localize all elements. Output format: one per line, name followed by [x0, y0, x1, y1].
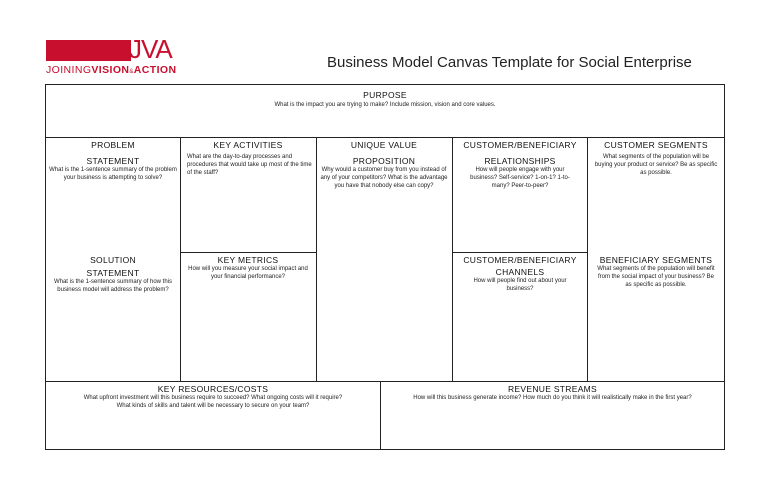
problem-heading: PROBLEM	[91, 140, 135, 150]
grid-line	[316, 137, 317, 382]
problem-question: What is the 1-sentence summary of the problem your business is attempting to solve?	[49, 167, 177, 181]
channels-question: How will people find out about your business?	[473, 278, 567, 292]
logo-brand: JVA	[129, 34, 172, 64]
key-metrics-heading: KEY METRICS	[217, 255, 279, 265]
customer-segments-question: What segments of the population will be buying your product or service? Be as specific as possible.	[594, 154, 718, 176]
beneficiary-segments-section[interactable]	[590, 255, 722, 375]
grid-line	[587, 137, 588, 382]
tagline-action: ACTION	[133, 64, 177, 76]
jva-logo	[46, 34, 181, 82]
channels-section[interactable]	[455, 255, 585, 375]
channels-heading: CUSTOMER/BENEFICIARY	[463, 255, 577, 265]
grid-line	[180, 137, 181, 382]
relationships-section[interactable]	[455, 140, 585, 248]
logo-red-bar	[46, 40, 131, 61]
logo-tagline	[46, 64, 176, 78]
tagline-joining: JOINING	[46, 64, 92, 76]
channels-heading-2: CHANNELS	[495, 267, 545, 277]
solution-statement-section[interactable]	[48, 255, 178, 375]
customer-segments-section[interactable]	[590, 140, 722, 248]
uvp-heading: UNIQUE VALUE	[350, 140, 418, 150]
revenue-streams-box[interactable]	[380, 381, 725, 450]
beneficiary-segments-heading: BENEFICIARY SEGMENTS	[599, 255, 713, 265]
purpose-heading: PURPOSE	[363, 90, 407, 100]
grid-line	[180, 252, 317, 253]
purpose-question: What is the impact you are trying to make? Include mission, vision and core values.	[274, 102, 496, 108]
customer-segments-heading: CUSTOMER SEGMENTS	[604, 140, 708, 150]
problem-statement-section[interactable]	[48, 140, 178, 248]
problem-heading-2: STATEMENT	[86, 156, 140, 166]
key-resources-question-1: What upfront investment will this business require to succeed? What ongoing costs will it require?	[83, 395, 343, 401]
solution-question: What is the 1-sentence summary of how this business model will address the problem?	[53, 279, 173, 293]
relationships-heading-2: RELATIONSHIPS	[484, 156, 556, 166]
key-resources-heading: KEY RESOURCES/COSTS	[157, 384, 269, 394]
beneficiary-segments-question: What segments of the population will benefit from the social impact of your business? Be as specific as possible.	[597, 266, 715, 288]
grid-line	[452, 137, 453, 382]
key-metrics-question: How will you measure your social impact and your financial performance?	[188, 266, 308, 280]
solution-heading: SOLUTION	[90, 255, 136, 265]
uvp-question: Why would a customer buy from you instead of any of your competitors? What is the advantage you have that nobody else can copy?	[320, 167, 448, 189]
purpose-box[interactable]	[45, 84, 725, 138]
key-activities-heading: KEY ACTIVITIES	[213, 140, 283, 150]
page-title: Business Model Canvas Template for Social Enterprise	[327, 54, 692, 71]
grid-line	[452, 252, 588, 253]
uvp-heading-2: PROPOSITION	[352, 156, 416, 166]
key-resources-question-2: What kinds of skills and talent will be necessary to secure on your team?	[116, 403, 310, 409]
solution-heading-2: STATEMENT	[86, 268, 140, 278]
revenue-streams-heading: REVENUE STREAMS	[507, 384, 598, 394]
key-activities-section[interactable]	[183, 140, 313, 248]
relationships-question: How will people engage with your business? Self-service? 1-on-1? 1-to-many? Peer-to-peer?	[470, 167, 570, 189]
tagline-vision: VISION	[91, 64, 130, 76]
key-resources-costs-box[interactable]	[45, 381, 381, 450]
tagline-amp: &	[129, 69, 134, 75]
key-metrics-section[interactable]	[183, 255, 313, 375]
revenue-streams-question: How will this business generate income? How much do you think it will realistically make in the first year?	[413, 395, 692, 401]
unique-value-proposition-section[interactable]	[319, 140, 449, 375]
key-activities-question: What are the day-to-day processes and procedures that would take up most of the time of the staff?	[187, 154, 312, 176]
relationships-heading: CUSTOMER/BENEFICIARY	[463, 140, 577, 150]
